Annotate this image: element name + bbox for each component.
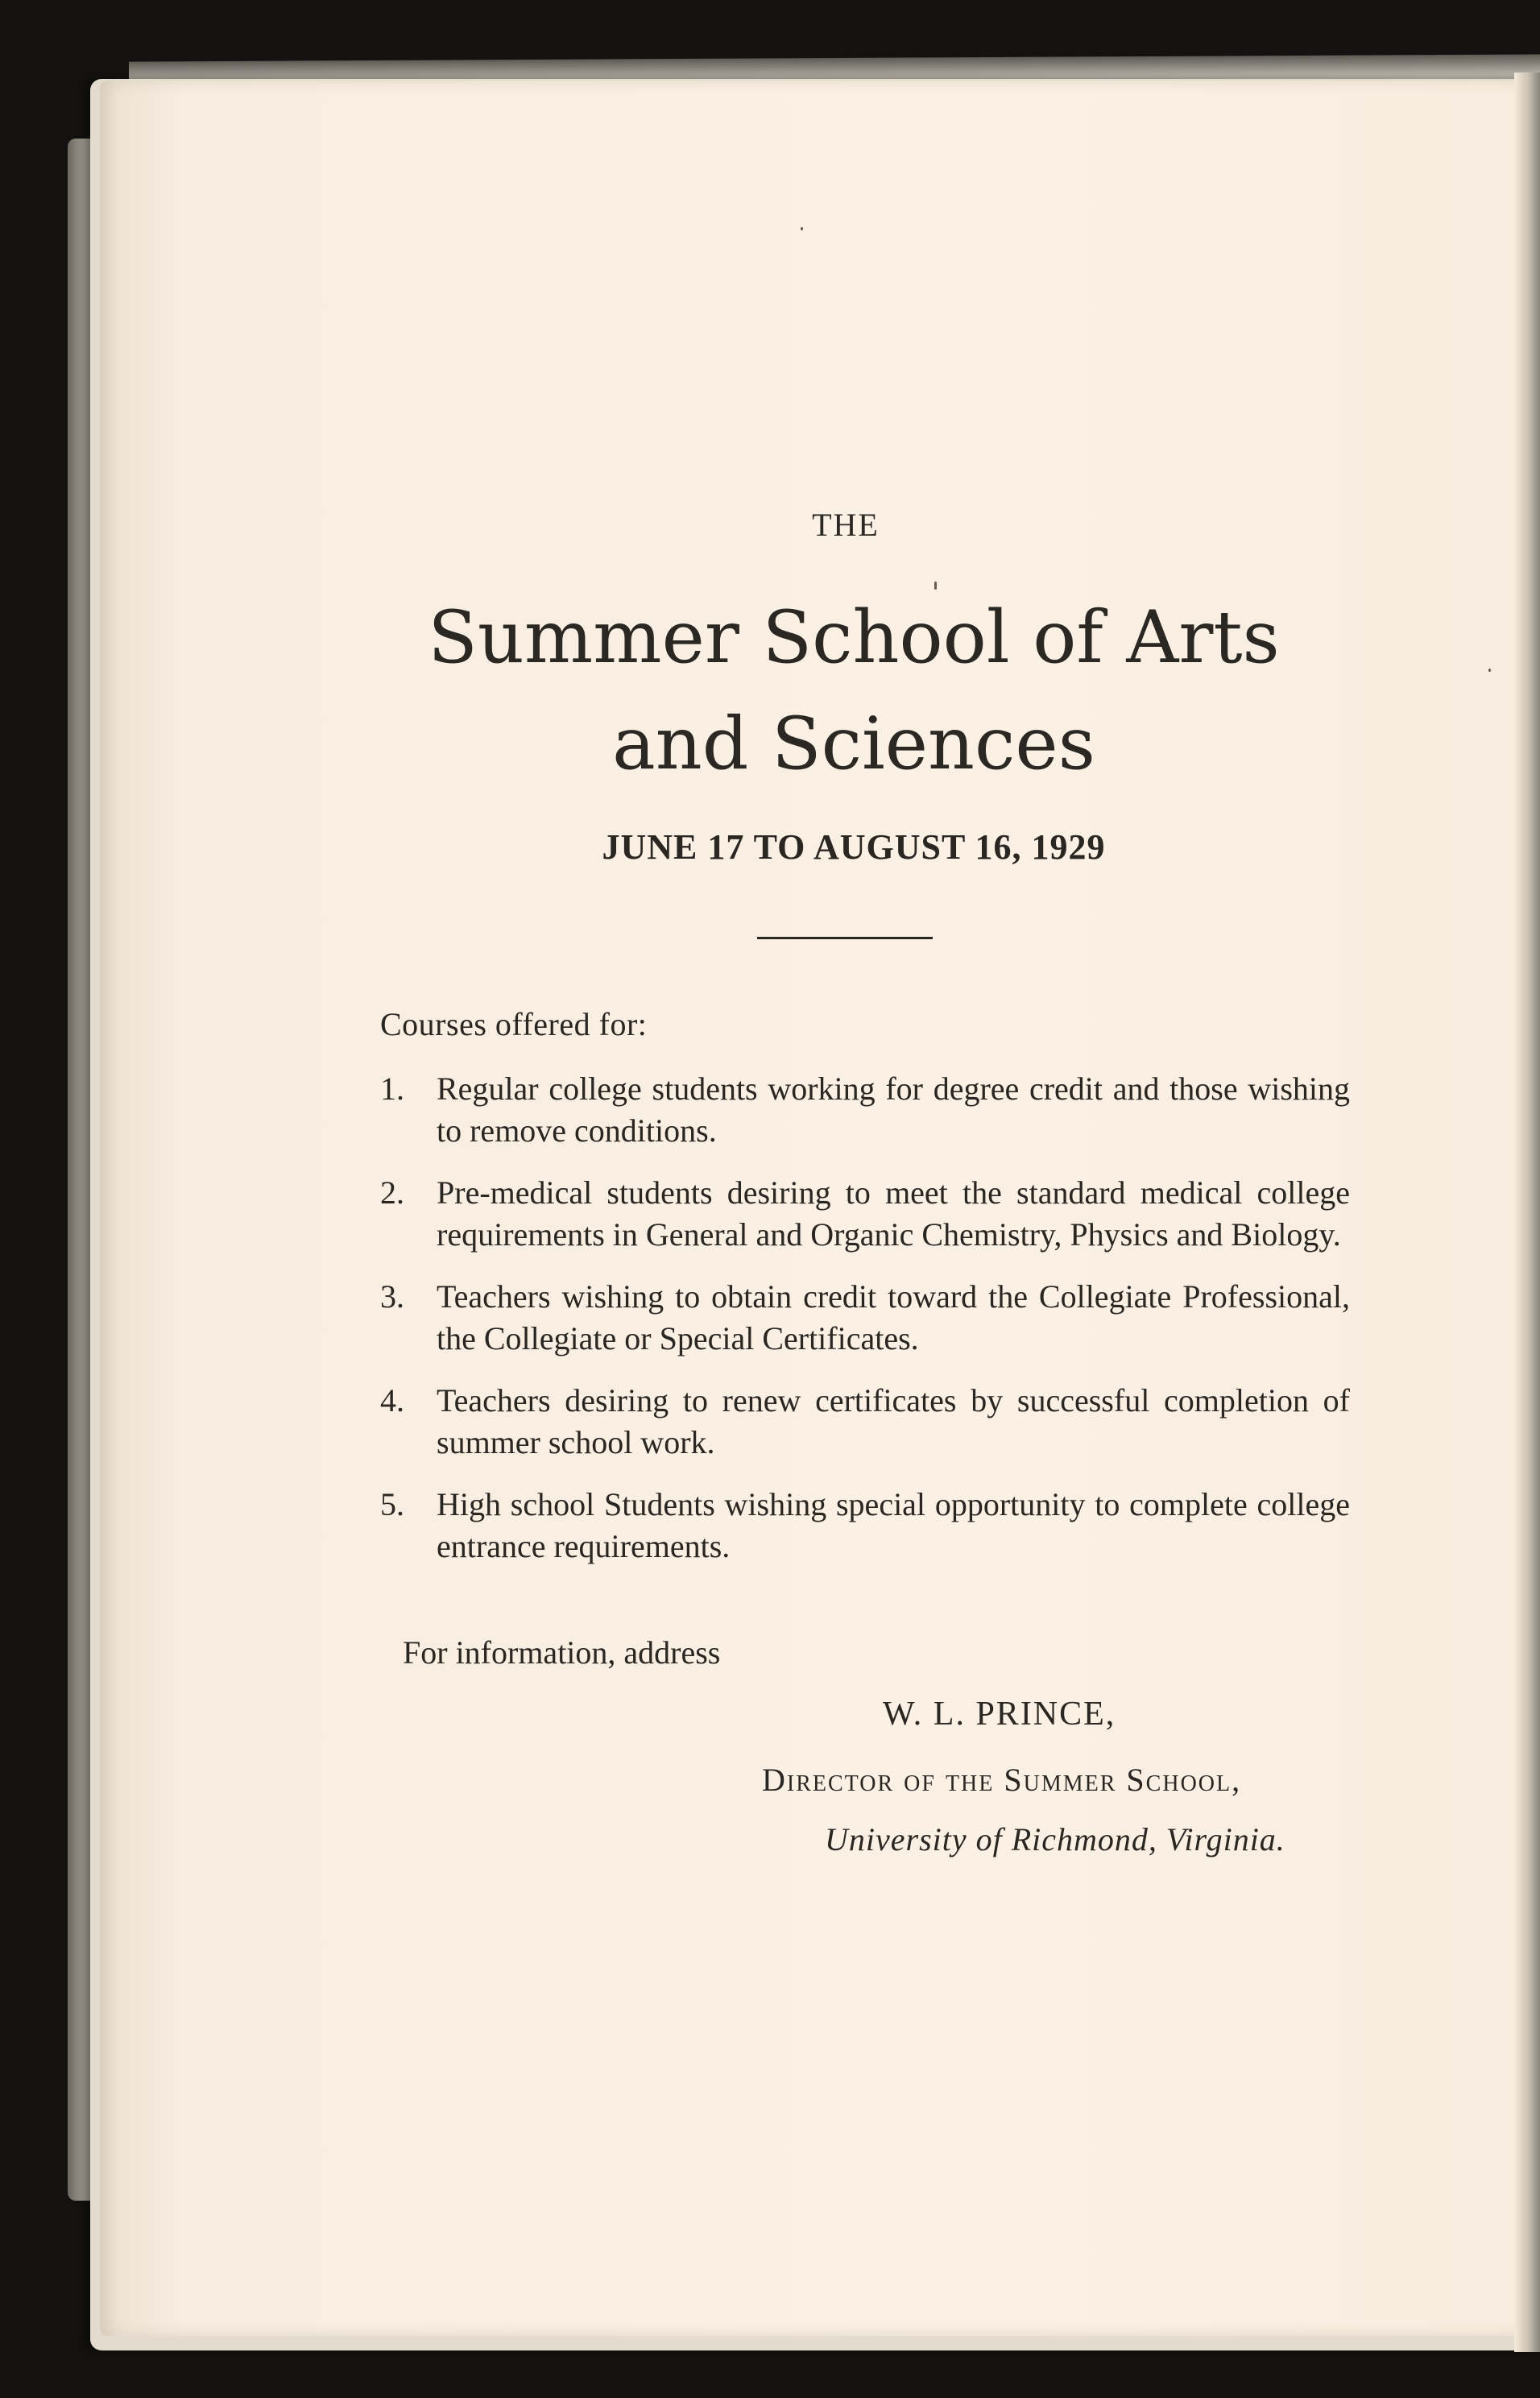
list-item [380,1172,1350,1256]
item-text: Teachers desiring to renew certificates by successful completion of summer school work. [437,1382,1350,1460]
item-text: High school Students wishing special opportunity to complete college entrance requirements. [437,1486,1350,1564]
signature-place: University of Richmond, Virginia. [825,1821,1285,1858]
signature-name: W. L. PRINCE, [883,1696,1116,1733]
signature-title: Director of the Summer School, [762,1762,1242,1798]
info-line: For information, address [403,1634,721,1671]
item-number: 4. [380,1382,404,1419]
list-item [380,1068,1350,1152]
title-line-1: Summer School of Arts [428,595,1280,680]
item-number: 2. [380,1174,404,1211]
list-item [380,1276,1350,1360]
list-item [380,1380,1350,1464]
item-text: Teachers wishing to obtain credit toward the Collegiate Professional, the Collegiate or Special Certificates. [437,1278,1350,1356]
paper-speck [801,227,803,230]
courses-list [380,1068,1350,1588]
session-dates: JUNE 17 TO AUGUST 16, 1929 [602,827,1106,867]
page-title [371,585,1337,797]
list-item [380,1484,1350,1568]
item-number: 5. [380,1486,404,1522]
item-number: 3. [380,1278,404,1315]
pretitle: THE [812,507,880,543]
paper-speck [1488,669,1491,672]
courses-heading: Courses offered for: [380,1006,648,1042]
divider-rule [757,937,933,939]
item-text: Pre-medical students desiring to meet the standard medical college requirements in General and Organic Chemistry, Physics and Biology. [437,1174,1350,1253]
title-line-2: and Sciences [612,702,1095,786]
item-text: Regular college students working for degree credit and those wishing to remove conditions. [437,1071,1350,1149]
item-number: 1. [380,1071,404,1107]
